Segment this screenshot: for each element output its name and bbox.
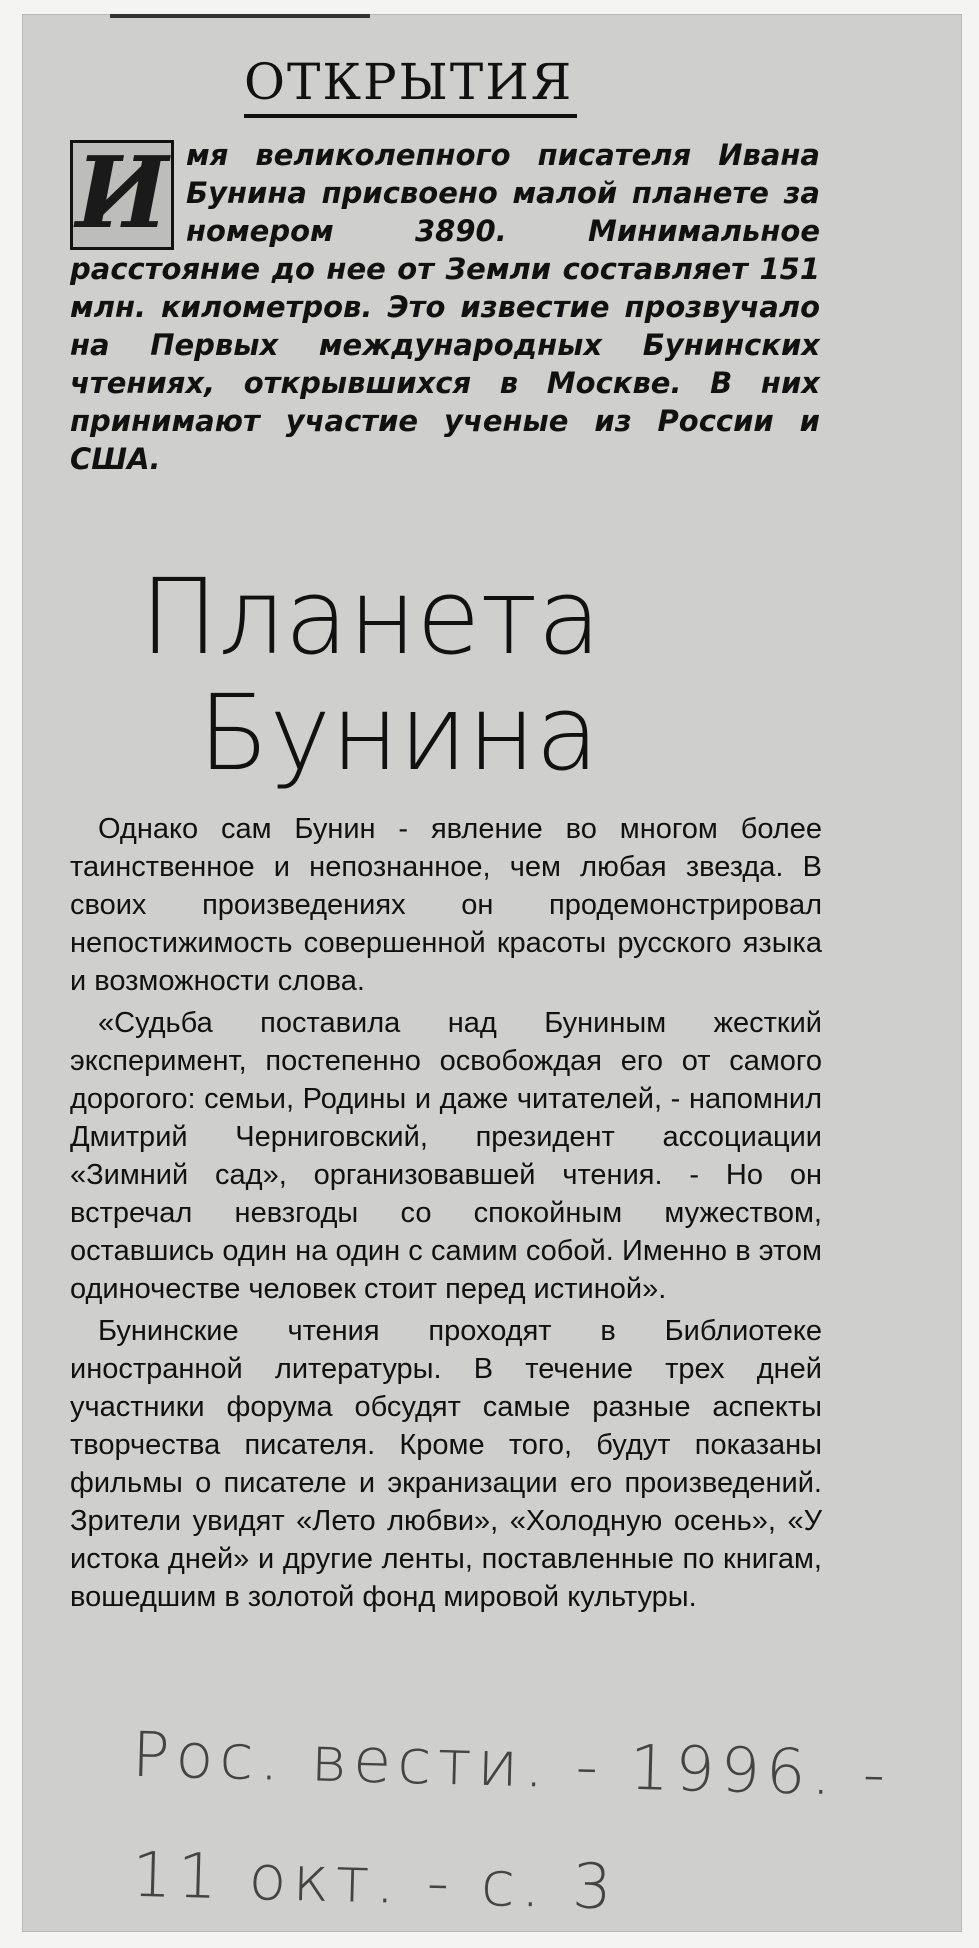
- drop-cap: И: [70, 140, 174, 250]
- article-title: [140, 556, 760, 794]
- lead-text: мя великолепного писателя Ивана Бунина присвоено малой планете за номером 3890. Минимальное расстояние до нее от Земли составляет 151 млн. километров. Это известие прозвучало на Первых международных Бунинских чтениях, открывшихся в Москве. В них принимают участие ученые из России и США.: [70, 138, 820, 476]
- body-paragraph-3: Бунинские чтения проходят в Библиотеке иностранной литературы. В течение трех дней участники форума обсудят самые разные аспекты творчества писателя. Кроме того, будут показаны фильмы о писателе и экранизации его произведений. Зрители увидят «Лето любви», «Холодную осень», «У истока дней» и другие ленты, поставленные по книгам, вошедшим в золотой фонд мировой культуры.: [70, 1315, 822, 1613]
- body-paragraph-2: «Судьба поставила над Буниным жесткий эксперимент, постепенно освобождая его от самого дорогого: семьи, Родины и даже читателей, - напомнил Дмитрий Черниговский, президент ассоциации «Зимний сад», организовавшей чтения. - Но он встречал невзгоды со спокойным мужеством, оставшись один на один с самим собой. Именно в этом одиночестве человек стоит перед истиной».: [70, 1007, 822, 1305]
- body-paragraph-1: Однако сам Бунин - явление во многом более таинственное и непознанное, чем любая звезда. В своих произведениях он продемонстрировал непостижимость совершенной красоты русского языка и возможности слова.: [70, 813, 822, 997]
- handwritten-source-line-1: Рос. вести. - 1996. -: [131, 1717, 893, 1811]
- top-rule: [110, 14, 370, 18]
- title-line-2: Бунина: [198, 672, 600, 794]
- title-line-1: Планета: [140, 556, 602, 678]
- handwritten-source-line-2: 11 окт. - с. 3: [131, 1837, 619, 1924]
- section-header: ОТКРЫТИЯ: [244, 54, 577, 118]
- lead-paragraph: [70, 136, 820, 478]
- article-body: [70, 810, 822, 1620]
- newspaper-clipping: [22, 14, 962, 1932]
